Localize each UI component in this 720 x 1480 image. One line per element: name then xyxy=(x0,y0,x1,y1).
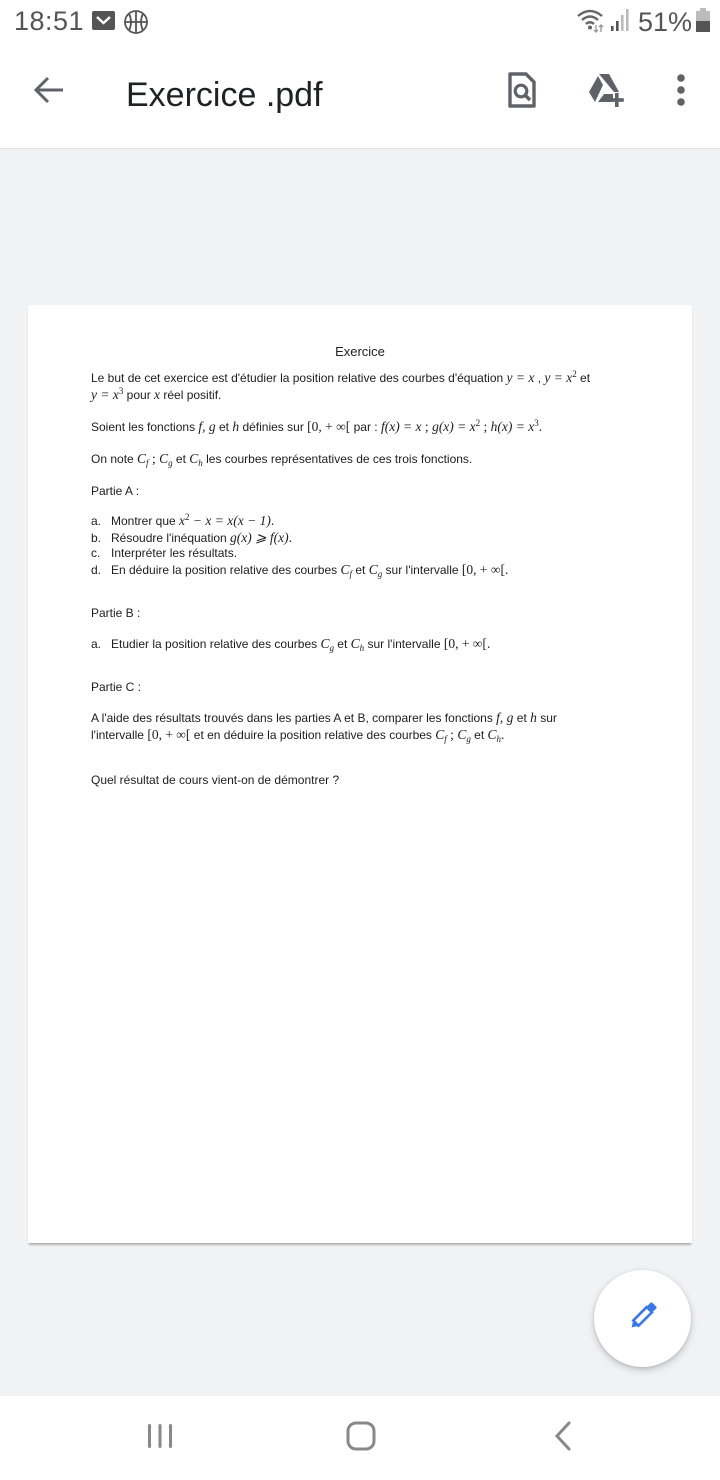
basketball-icon xyxy=(123,9,149,40)
signal-icon xyxy=(610,8,630,37)
intro-line-1: Le but de cet exercice est d'étudier la position relative des courbes d'équation y = x , $y = x^2$ et xyxy=(91,369,591,385)
list-item: b. Résoudre l'inéquation g(x) ⩾ f(x). xyxy=(91,530,292,545)
document-title: Exercice .pdf xyxy=(126,76,323,114)
final-question: Quel résultat de cours vient-on de démontrer ? xyxy=(91,773,340,787)
partie-c-heading: Partie C : xyxy=(91,680,142,694)
more-options-button[interactable] xyxy=(657,66,705,118)
system-nav-bar xyxy=(0,1396,720,1480)
intro-line-2: $y = x^3$ pour x réel positif. xyxy=(91,386,222,402)
edit-fab-button[interactable] xyxy=(594,1270,691,1367)
recent-apps-button[interactable] xyxy=(130,1418,190,1458)
back-button[interactable] xyxy=(22,70,76,114)
list-item: d. En déduire la position relative des courbes $C_f$ et $C_g$ sur l'intervalle [0, + ∞[. xyxy=(91,562,509,579)
recent-apps-icon xyxy=(146,1422,174,1455)
pdf-viewer[interactable] xyxy=(0,150,720,1396)
definitions-line: Soient les fonctions f, g et h définies sur [0, + ∞[ par : f(x) = x ; $g(x) = x^2$ ; $h(x) = x^3$. xyxy=(91,418,543,434)
more-vert-icon xyxy=(676,73,686,112)
system-back-button[interactable] xyxy=(533,1418,593,1458)
list-item: c. Interpréter les résultats. xyxy=(91,546,238,560)
back-icon xyxy=(553,1421,573,1456)
partie-b-heading: Partie B : xyxy=(91,606,141,620)
search-in-document-button[interactable] xyxy=(498,66,546,118)
wifi-icon xyxy=(576,7,606,38)
status-time: 18:51 xyxy=(14,6,85,36)
app-bar xyxy=(0,44,720,149)
partie-a-heading: Partie A : xyxy=(91,484,140,498)
pencil-icon xyxy=(625,1298,661,1339)
battery-icon xyxy=(696,8,710,37)
pdf-page xyxy=(28,305,692,1243)
partie-c-line-1: A l'aide des résultats trouvés dans les parties A et B, comparer les fonctions f, g et h sur xyxy=(91,710,557,725)
partie-c-line-2: l'intervalle [0, + ∞[ et en déduire la position relative des courbes $C_f$ ; $C_g$ et $C_h$. xyxy=(91,727,505,744)
add-to-drive-button[interactable] xyxy=(582,66,630,118)
search-document-icon xyxy=(507,72,537,113)
drive-add-icon xyxy=(585,72,627,113)
list-item: a. Montrer que $x^2 - x = x(x - 1)$. xyxy=(91,512,275,528)
list-item: a. Etudier la position relative des courbes $C_g$ et $C_h$ sur l'intervalle [0, + ∞[. xyxy=(91,636,491,653)
exercise-title: Exercice xyxy=(335,344,385,359)
arrow-left-icon xyxy=(33,76,65,109)
notation-line: On note $C_f$ ; $C_g$ et $C_h$ les courbes représentatives de ces trois fonctions. xyxy=(91,451,473,468)
home-icon xyxy=(346,1421,376,1456)
mail-icon xyxy=(92,11,115,30)
battery-percent: 51% xyxy=(637,6,692,37)
status-bar xyxy=(0,0,720,44)
home-button[interactable] xyxy=(331,1418,391,1458)
